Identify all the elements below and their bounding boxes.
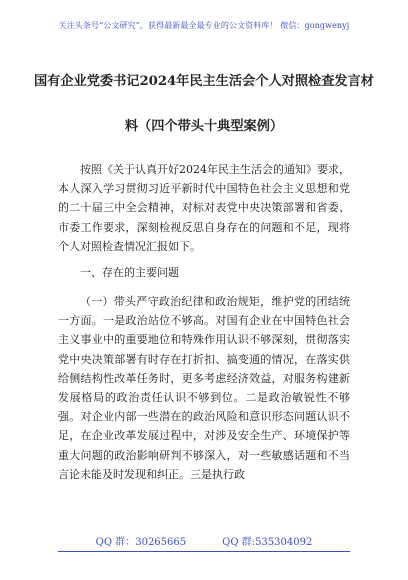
footer-qq-group-1: QQ 群：30265665	[95, 537, 187, 548]
page-footer	[0, 533, 408, 548]
footer-divider	[58, 551, 350, 552]
section-body-paragraph: （一）带头严守政治纪律和政治规矩，维护党的团结统一方面。一是政治站位不够高。对国有企业在中国特色社会主义事业中的重要地位和特殊作用认识不够深刻，贯彻落实党中央决策部署有时存在打折扣、搞变通的情况，在落实供给侧结构性改革任务时，更多考虑经济效益，对服务构建新发展格局的政治责任认识不够到位。二是政治敏锐性不够强。对企业内部一些潜在的政治风险和意识形态问题认识不足，在企业改革发展过程中，对涉及安全生产、环境保护等重大问题的政治影响研判不够深入，对一些敏感话题和不当言论未能及时发现和纠正。三是执行政	[58, 295, 350, 481]
intro-paragraph: 按照《关于认真开好2024年民主生活会的通知》要求，本人深入学习贯彻习近平新时代中国特色社会主义思想和党的二十届三中全会精神，对标对表党中央决策部署和省委、市委工作要求，深刻检视反思自身存在的问题和不足，现将个人对照检查情况汇报如下。	[58, 163, 350, 253]
promo-banner: 关注头条号“公文研究”，获得最新最全最专业的公文资料库！ 微信：gongwenyj	[58, 21, 350, 30]
document-title-line-2: 料（四个带头十典型案例）	[124, 119, 284, 134]
footer-qq-group-2: QQ 群:535304092	[222, 537, 313, 548]
document-title-line-1: 国有企业党委书记2024年民主生活会个人对照检查发言材	[33, 74, 374, 89]
section-heading: 一、存在的主要问题	[80, 266, 179, 279]
